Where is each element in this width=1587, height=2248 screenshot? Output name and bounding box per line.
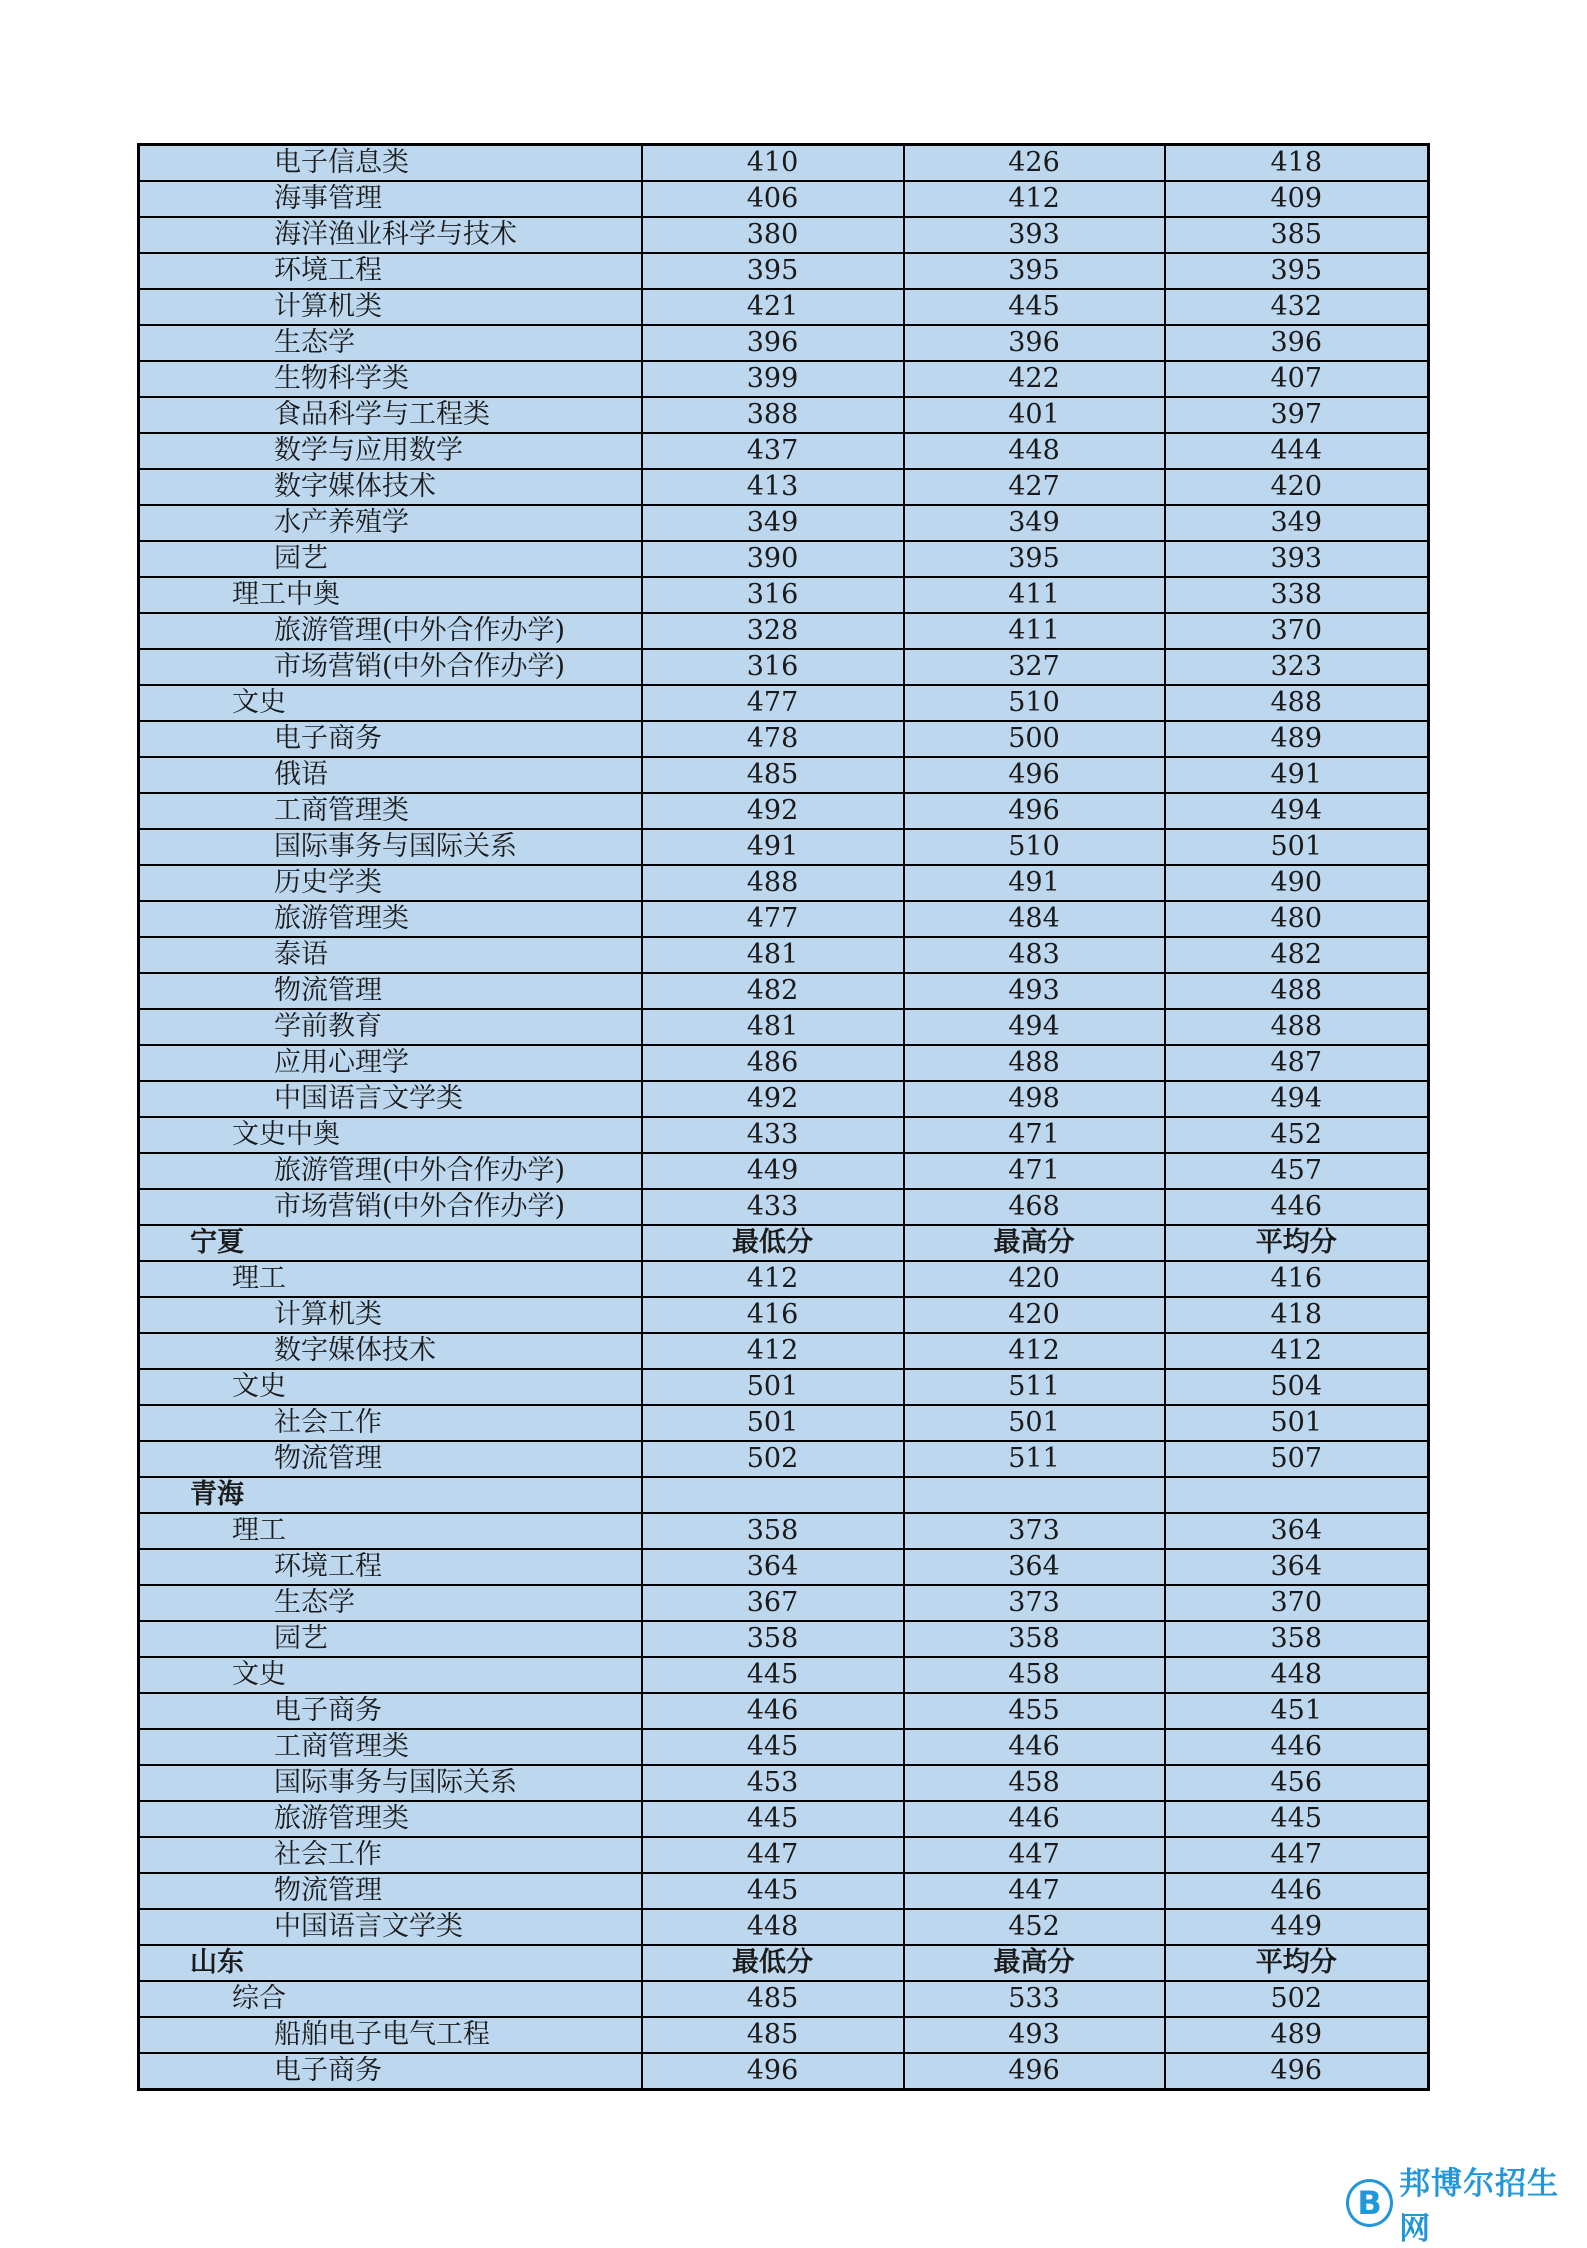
major-name-cell: 船舶电子电气工程 [139,2017,642,2053]
min-score-cell: 447 [642,1837,904,1873]
avg-score-cell: 490 [1165,865,1429,901]
min-score-cell: 453 [642,1765,904,1801]
avg-score-cell: 448 [1165,1657,1429,1693]
score-table [137,143,1430,2091]
max-score-cell: 最高分 [904,1945,1165,1981]
avg-score-cell: 457 [1165,1153,1429,1189]
major-name-cell: 生态学 [139,325,642,361]
major-name-cell: 泰语 [139,937,642,973]
major-row [139,937,1429,973]
major-name-cell: 社会工作 [139,1837,642,1873]
major-row [139,1801,1429,1837]
category-row [139,1369,1429,1405]
major-name-cell: 旅游管理(中外合作办学) [139,1153,642,1189]
max-score-cell: 445 [904,289,1165,325]
max-score-cell: 455 [904,1693,1165,1729]
avg-score-cell: 432 [1165,289,1429,325]
major-row [139,217,1429,253]
avg-score-cell: 370 [1165,613,1429,649]
major-row [139,793,1429,829]
avg-score-cell: 445 [1165,1801,1429,1837]
major-name-cell: 数字媒体技术 [139,469,642,505]
major-name-cell: 俄语 [139,757,642,793]
major-row [139,433,1429,469]
major-name-cell: 文史中奥 [139,1117,642,1153]
major-row [139,901,1429,937]
major-row [139,1297,1429,1333]
max-score-cell: 364 [904,1549,1165,1585]
min-score-cell: 最低分 [642,1225,904,1261]
max-score-cell: 496 [904,793,1165,829]
avg-score-cell: 480 [1165,901,1429,937]
min-score-cell: 328 [642,613,904,649]
min-score-cell: 367 [642,1585,904,1621]
score-table-body [139,145,1429,2090]
avg-score-cell: 396 [1165,325,1429,361]
watermark-text: 邦博尔招生网 [1399,2166,1560,2247]
major-row [139,181,1429,217]
avg-score-cell: 452 [1165,1117,1429,1153]
major-row [139,469,1429,505]
avg-score-cell: 418 [1165,1297,1429,1333]
major-name-cell: 理工 [139,1261,642,1297]
max-score-cell: 396 [904,325,1165,361]
min-score-cell: 349 [642,505,904,541]
avg-score-cell: 395 [1165,253,1429,289]
max-score-cell: 494 [904,1009,1165,1045]
major-name-cell: 电子信息类 [139,145,642,182]
max-score-cell: 447 [904,1873,1165,1909]
max-score-cell: 496 [904,2053,1165,2090]
avg-score-cell: 370 [1165,1585,1429,1621]
min-score-cell: 445 [642,1873,904,1909]
max-score-cell: 420 [904,1261,1165,1297]
max-score-cell: 411 [904,613,1165,649]
min-score-cell: 399 [642,361,904,397]
avg-score-cell: 501 [1165,1405,1429,1441]
max-score-cell: 427 [904,469,1165,505]
max-score-cell: 510 [904,685,1165,721]
max-score-cell: 533 [904,1981,1165,2017]
avg-score-cell: 418 [1165,145,1429,182]
min-score-cell: 最低分 [642,1945,904,1981]
min-score-cell: 485 [642,1981,904,2017]
major-name-cell: 旅游管理(中外合作办学) [139,613,642,649]
major-row [139,1189,1429,1225]
max-score-cell: 511 [904,1369,1165,1405]
major-name-cell: 中国语言文学类 [139,1909,642,1945]
max-score-cell: 491 [904,865,1165,901]
max-score-cell: 488 [904,1045,1165,1081]
avg-score-cell: 501 [1165,829,1429,865]
major-row [139,865,1429,901]
major-name-cell: 山东 [139,1945,642,1981]
major-row [139,721,1429,757]
category-row [139,1981,1429,2017]
major-row [139,1009,1429,1045]
min-score-cell: 388 [642,397,904,433]
min-score-cell: 477 [642,901,904,937]
major-row [139,289,1429,325]
avg-score-cell: 338 [1165,577,1429,613]
min-score-cell: 481 [642,1009,904,1045]
max-score-cell: 447 [904,1837,1165,1873]
major-name-cell: 青海 [139,1477,642,1513]
major-name-cell: 宁夏 [139,1225,642,1261]
max-score-cell: 471 [904,1153,1165,1189]
min-score-cell: 449 [642,1153,904,1189]
min-score-cell: 437 [642,433,904,469]
min-score-cell: 445 [642,1657,904,1693]
category-row [139,577,1429,613]
min-score-cell: 445 [642,1801,904,1837]
avg-score-cell: 487 [1165,1045,1429,1081]
avg-score-cell: 489 [1165,2017,1429,2053]
min-score-cell: 478 [642,721,904,757]
min-score-cell: 390 [642,541,904,577]
max-score-cell [904,1477,1165,1513]
avg-score-cell: 491 [1165,757,1429,793]
max-score-cell: 510 [904,829,1165,865]
site-watermark [1346,2166,1587,2247]
category-row [139,1117,1429,1153]
avg-score-cell: 385 [1165,217,1429,253]
min-score-cell: 492 [642,1081,904,1117]
max-score-cell: 327 [904,649,1165,685]
min-score-cell: 492 [642,793,904,829]
major-row [139,829,1429,865]
major-row [139,1081,1429,1117]
min-score-cell: 485 [642,757,904,793]
avg-score-cell: 502 [1165,1981,1429,2017]
avg-score-cell: 496 [1165,2053,1429,2090]
major-name-cell: 理工 [139,1513,642,1549]
major-row [139,1621,1429,1657]
avg-score-cell: 488 [1165,685,1429,721]
max-score-cell: 395 [904,253,1165,289]
major-row [139,2053,1429,2090]
major-name-cell: 电子商务 [139,721,642,757]
major-name-cell: 市场营销(中外合作办学) [139,1189,642,1225]
max-score-cell: 498 [904,1081,1165,1117]
min-score-cell: 406 [642,181,904,217]
major-row [139,973,1429,1009]
min-score-cell: 416 [642,1297,904,1333]
min-score-cell: 448 [642,1909,904,1945]
avg-score-cell: 488 [1165,1009,1429,1045]
major-name-cell: 国际事务与国际关系 [139,829,642,865]
major-row [139,1333,1429,1369]
major-name-cell: 环境工程 [139,1549,642,1585]
category-row [139,1261,1429,1297]
major-row [139,1405,1429,1441]
max-score-cell: 452 [904,1909,1165,1945]
max-score-cell: 496 [904,757,1165,793]
max-score-cell: 412 [904,1333,1165,1369]
major-row [139,1729,1429,1765]
major-row [139,145,1429,182]
major-row [139,1765,1429,1801]
major-name-cell: 物流管理 [139,973,642,1009]
max-score-cell: 511 [904,1441,1165,1477]
min-score-cell: 358 [642,1513,904,1549]
min-score-cell: 396 [642,325,904,361]
max-score-cell: 483 [904,937,1165,973]
max-score-cell: 501 [904,1405,1165,1441]
avg-score-cell: 407 [1165,361,1429,397]
max-score-cell: 349 [904,505,1165,541]
province-row [139,1225,1429,1261]
province-row [139,1945,1429,1981]
avg-score-cell: 420 [1165,469,1429,505]
avg-score-cell: 409 [1165,181,1429,217]
min-score-cell: 316 [642,577,904,613]
min-score-cell: 446 [642,1693,904,1729]
major-name-cell: 园艺 [139,1621,642,1657]
avg-score-cell: 358 [1165,1621,1429,1657]
major-name-cell: 应用心理学 [139,1045,642,1081]
major-name-cell: 旅游管理类 [139,1801,642,1837]
major-name-cell: 学前教育 [139,1009,642,1045]
major-row [139,325,1429,361]
major-row [139,361,1429,397]
max-score-cell: 448 [904,433,1165,469]
max-score-cell: 471 [904,1117,1165,1153]
major-row [139,1873,1429,1909]
max-score-cell: 426 [904,145,1165,182]
max-score-cell: 395 [904,541,1165,577]
avg-score-cell: 507 [1165,1441,1429,1477]
avg-score-cell: 446 [1165,1729,1429,1765]
major-row [139,1153,1429,1189]
min-score-cell: 488 [642,865,904,901]
min-score-cell: 412 [642,1333,904,1369]
major-row [139,397,1429,433]
avg-score-cell: 平均分 [1165,1945,1429,1981]
max-score-cell: 最高分 [904,1225,1165,1261]
major-name-cell: 旅游管理类 [139,901,642,937]
major-name-cell: 历史学类 [139,865,642,901]
major-name-cell: 工商管理类 [139,793,642,829]
max-score-cell: 458 [904,1765,1165,1801]
max-score-cell: 411 [904,577,1165,613]
major-row [139,1441,1429,1477]
max-score-cell: 401 [904,397,1165,433]
major-name-cell: 社会工作 [139,1405,642,1441]
min-score-cell: 316 [642,649,904,685]
major-name-cell: 数字媒体技术 [139,1333,642,1369]
min-score-cell: 496 [642,2053,904,2090]
major-name-cell: 文史 [139,1369,642,1405]
max-score-cell: 493 [904,2017,1165,2053]
major-name-cell: 计算机类 [139,289,642,325]
major-row [139,1693,1429,1729]
min-score-cell: 501 [642,1369,904,1405]
avg-score-cell: 489 [1165,721,1429,757]
avg-score-cell: 393 [1165,541,1429,577]
avg-score-cell: 451 [1165,1693,1429,1729]
max-score-cell: 458 [904,1657,1165,1693]
max-score-cell: 446 [904,1729,1165,1765]
major-row [139,505,1429,541]
max-score-cell: 422 [904,361,1165,397]
avg-score-cell: 397 [1165,397,1429,433]
max-score-cell: 446 [904,1801,1165,1837]
major-name-cell: 综合 [139,1981,642,2017]
avg-score-cell: 446 [1165,1189,1429,1225]
major-name-cell: 电子商务 [139,1693,642,1729]
major-name-cell: 理工中奥 [139,577,642,613]
avg-score-cell: 488 [1165,973,1429,1009]
avg-score-cell: 444 [1165,433,1429,469]
major-row [139,1549,1429,1585]
major-name-cell: 国际事务与国际关系 [139,1765,642,1801]
major-name-cell: 工商管理类 [139,1729,642,1765]
avg-score-cell: 412 [1165,1333,1429,1369]
avg-score-cell: 416 [1165,1261,1429,1297]
major-row [139,2017,1429,2053]
major-name-cell: 文史 [139,1657,642,1693]
major-row [139,253,1429,289]
major-name-cell: 生态学 [139,1585,642,1621]
major-row [139,541,1429,577]
max-score-cell: 412 [904,181,1165,217]
major-name-cell: 文史 [139,685,642,721]
avg-score-cell: 446 [1165,1873,1429,1909]
major-name-cell: 中国语言文学类 [139,1081,642,1117]
max-score-cell: 420 [904,1297,1165,1333]
major-row [139,649,1429,685]
major-name-cell: 物流管理 [139,1873,642,1909]
max-score-cell: 373 [904,1585,1165,1621]
min-score-cell: 421 [642,289,904,325]
avg-score-cell: 449 [1165,1909,1429,1945]
min-score-cell: 364 [642,1549,904,1585]
category-row [139,685,1429,721]
avg-score-cell: 平均分 [1165,1225,1429,1261]
min-score-cell: 501 [642,1405,904,1441]
major-name-cell: 海事管理 [139,181,642,217]
major-name-cell: 数学与应用数学 [139,433,642,469]
min-score-cell: 445 [642,1729,904,1765]
max-score-cell: 373 [904,1513,1165,1549]
major-row [139,757,1429,793]
max-score-cell: 358 [904,1621,1165,1657]
min-score-cell: 481 [642,937,904,973]
max-score-cell: 500 [904,721,1165,757]
avg-score-cell: 482 [1165,937,1429,973]
max-score-cell: 493 [904,973,1165,1009]
min-score-cell: 413 [642,469,904,505]
min-score-cell: 433 [642,1117,904,1153]
major-row [139,613,1429,649]
min-score-cell: 482 [642,973,904,1009]
avg-score-cell: 494 [1165,1081,1429,1117]
max-score-cell: 393 [904,217,1165,253]
min-score-cell: 380 [642,217,904,253]
min-score-cell: 491 [642,829,904,865]
major-name-cell: 电子商务 [139,2053,642,2090]
avg-score-cell [1165,1477,1429,1513]
major-row [139,1909,1429,1945]
major-name-cell: 环境工程 [139,253,642,289]
category-row [139,1513,1429,1549]
major-row [139,1585,1429,1621]
major-name-cell: 海洋渔业科学与技术 [139,217,642,253]
max-score-cell: 484 [904,901,1165,937]
province-row [139,1477,1429,1513]
min-score-cell: 485 [642,2017,904,2053]
avg-score-cell: 504 [1165,1369,1429,1405]
avg-score-cell: 447 [1165,1837,1429,1873]
avg-score-cell: 323 [1165,649,1429,685]
min-score-cell: 477 [642,685,904,721]
avg-score-cell: 349 [1165,505,1429,541]
major-row [139,1045,1429,1081]
min-score-cell: 433 [642,1189,904,1225]
category-row [139,1657,1429,1693]
avg-score-cell: 364 [1165,1513,1429,1549]
min-score-cell: 410 [642,145,904,182]
major-name-cell: 物流管理 [139,1441,642,1477]
avg-score-cell: 456 [1165,1765,1429,1801]
major-name-cell: 市场营销(中外合作办学) [139,649,642,685]
min-score-cell: 412 [642,1261,904,1297]
major-name-cell: 水产养殖学 [139,505,642,541]
min-score-cell: 358 [642,1621,904,1657]
avg-score-cell: 364 [1165,1549,1429,1585]
max-score-cell: 468 [904,1189,1165,1225]
min-score-cell: 486 [642,1045,904,1081]
major-name-cell: 园艺 [139,541,642,577]
avg-score-cell: 494 [1165,793,1429,829]
major-row [139,1837,1429,1873]
major-name-cell: 计算机类 [139,1297,642,1333]
major-name-cell: 食品科学与工程类 [139,397,642,433]
major-name-cell: 生物科学类 [139,361,642,397]
min-score-cell: 395 [642,253,904,289]
letter-b-logo-icon: B [1346,2179,1393,2227]
min-score-cell [642,1477,904,1513]
min-score-cell: 502 [642,1441,904,1477]
